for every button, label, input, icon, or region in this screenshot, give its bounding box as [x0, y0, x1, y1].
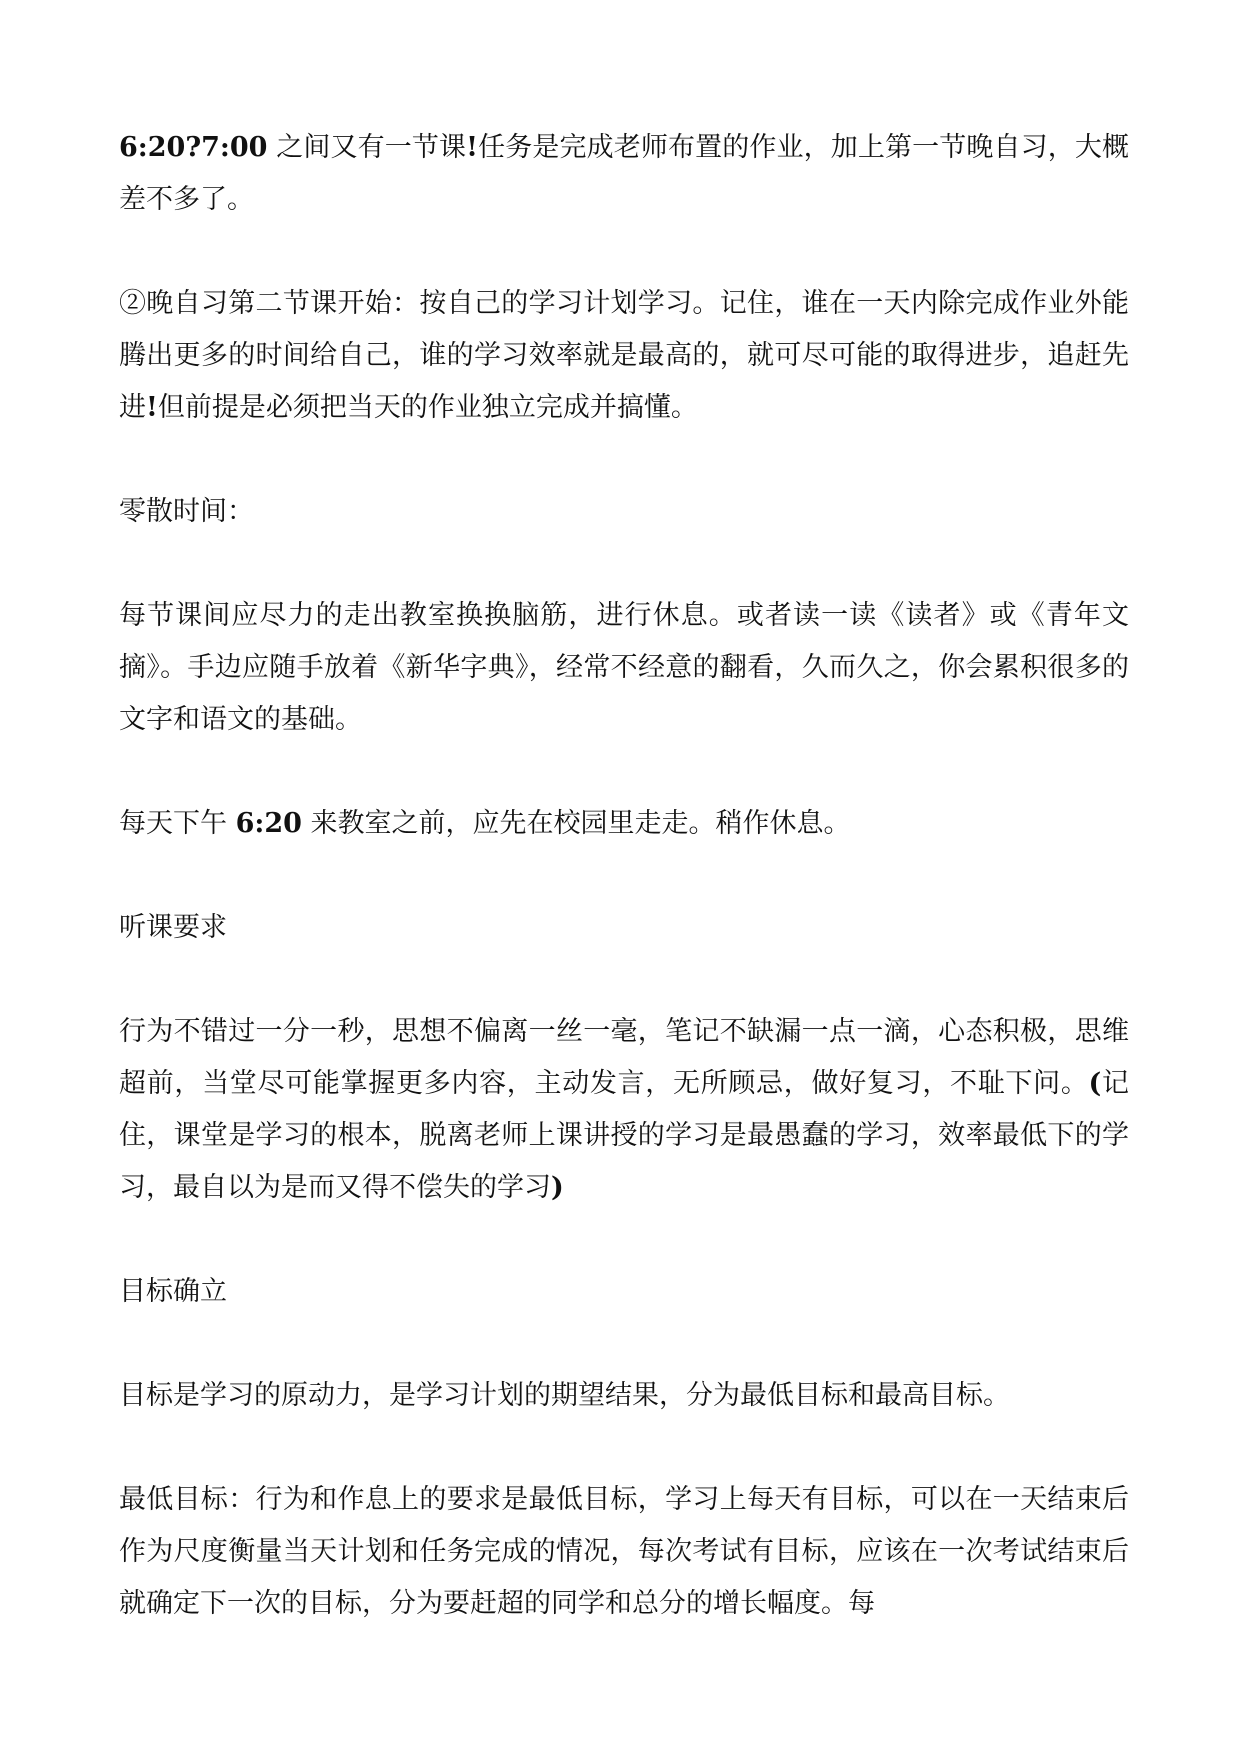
text-segment: ! — [466, 132, 478, 163]
document-page — [119, 122, 1129, 1682]
text-segment: ) — [551, 1172, 564, 1203]
text-segment: 6:20 — [235, 808, 302, 839]
paragraph-afternoon-walk — [119, 798, 1129, 850]
paragraph-breaks-reading — [119, 590, 1129, 746]
text-segment: 6:20?7:00 — [119, 132, 268, 163]
text-segment: 每天下午 — [119, 808, 236, 839]
text-segment: ②晚自习第二节课开始：按自己的学习计划学习。记住，谁在一天内除完成作业外能腾出更多的时间给自己，谁的学习效率就是最高的，就可尽可能的取得进步，追赶先进 — [119, 288, 1129, 423]
text-segment: 行为不错过一分一秒，思想不偏离一丝一毫，笔记不缺漏一点一滴，心态积极，思维超前，当堂尽可能掌握更多内容，主动发言，无所顾忌，做好复习，不耻下问。 — [119, 1016, 1129, 1099]
text-segment: 但前提是必须把当天的作业独立完成并搞懂。 — [157, 392, 698, 423]
text-segment: 听课要求 — [119, 912, 227, 943]
text-segment: ! — [146, 392, 158, 423]
paragraph-minimum-goal — [119, 1474, 1129, 1630]
text-segment: 之间又有一节课 — [267, 132, 467, 163]
paragraph-goal-definition — [119, 1370, 1129, 1422]
text-segment: 目标确立 — [119, 1276, 227, 1307]
paragraph-lecture-behavior — [119, 1006, 1129, 1214]
paragraph-evening-class — [119, 122, 1129, 226]
heading-lecture-requirements — [119, 902, 1129, 954]
paragraph-second-self-study — [119, 278, 1129, 434]
heading-spare-time — [119, 486, 1129, 538]
text-segment: 每节课间应尽力的走出教室换换脑筋，进行休息。或者读一读《读者》或《青年文摘》。手边应随手放着《新华字典》，经常不经意的翻看，久而久之，你会累积很多的文字和语文的基础。 — [119, 600, 1129, 735]
text-segment: 来教室之前，应先在校园里走走。稍作休息。 — [301, 808, 851, 839]
text-segment: 最低目标：行为和作息上的要求是最低目标，学习上每天有目标，可以在一天结束后作为尺度衡量当天计划和任务完成的情况，每次考试有目标，应该在一次考试结束后就确定下一次的目标，分为要赶超的同学和总分的增长幅度。每 — [119, 1484, 1129, 1619]
text-segment: 记住，课堂是学习的根本，脱离老师上课讲授的学习是最愚蠢的学习，效率最低下的学习，最自以为是而又得不偿失的学习 — [119, 1068, 1130, 1203]
text-segment: ( — [1088, 1068, 1102, 1099]
text-segment: 零散时间： — [119, 496, 254, 527]
heading-goal-setting — [119, 1266, 1129, 1318]
text-segment: 任务是完成老师布置的作业，加上第一节晚自习，大概差不多了。 — [119, 132, 1129, 215]
text-segment: 目标是学习的原动力，是学习计划的期望结果，分为最低目标和最高目标。 — [119, 1380, 1010, 1411]
